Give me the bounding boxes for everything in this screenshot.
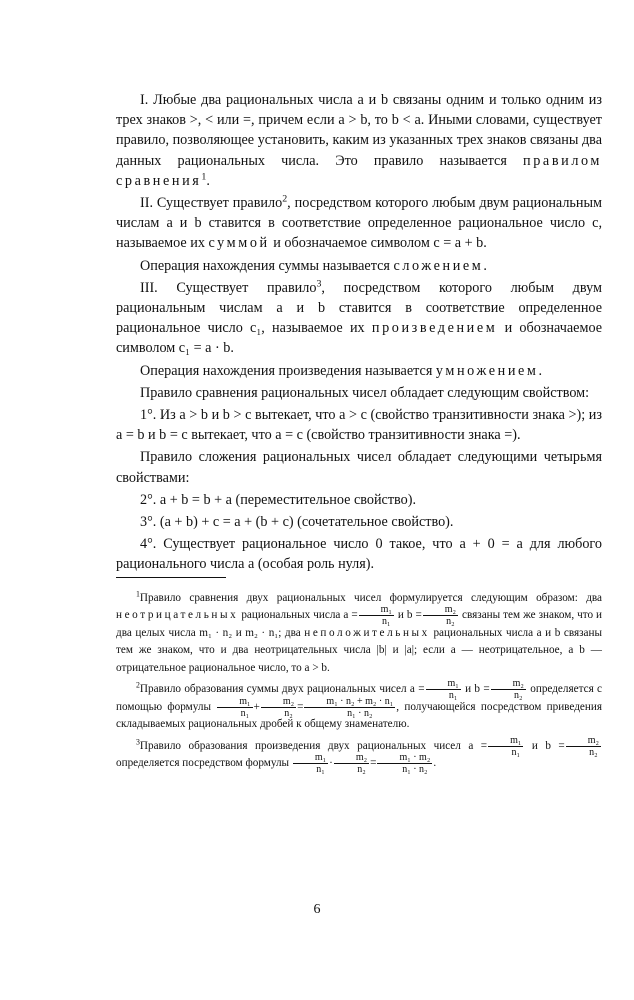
footnote-divider (116, 577, 226, 578)
term-addition: сложением (393, 257, 484, 274)
product-formula-fraction: $\frac{\text{m₁ · m₂}}{\text{n₁ · n₂}}$ (377, 752, 432, 775)
paragraph-1: I. Любые два рациональных числа a и b связаны одним и только одним из трех знаков >, < или =, причем если a > b, то b < a. Иными словами, существует правило, позволяющее установить, каким из указанных трех знаков связаны два данных рациональных числа. Это правило называется правилом сравнения$^1$. (116, 92, 603, 189)
property-4: 4°. Существует рациональное число 0 такое, что a + 0 = a для любого рационального числа a (особая роль нуля). (116, 536, 602, 573)
property-3: 3°. (a + b) + c = a + (b + c) (сочетательное свойство). (140, 514, 454, 531)
property-1: 1°. Из a > b и b > c вытекает, что a > c (свойство транзитивности знака >); из a = b и b = c вытекает, что a = c (свойство транзитивности знака =). (116, 407, 602, 444)
footnotes (116, 588, 603, 776)
paragraph-6: Правило сравнения рациональных чисел обладает следующим свойством: (140, 384, 590, 401)
property-2: 2°. a + b = b + a (переместительное свойство). (140, 491, 416, 508)
term-sum: суммой (208, 235, 270, 252)
page-number: 6 (313, 902, 321, 917)
sum-formula-fraction: $\frac{\text{m₁ · n₂ + m₂ · n₁}}{\text{n₁ · n₂}}$ (304, 696, 395, 719)
term-multiplication: умножением (435, 362, 539, 379)
term-product: произведением (371, 320, 498, 337)
footnote-ref-1: 1 (201, 171, 207, 183)
fraction-m1-n1: $\frac{\text{m₁}}{\text{n₁}}$ (359, 604, 394, 627)
fraction-m2-n2: $\frac{\text{m₂}}{\text{n₂}}$ (423, 604, 458, 627)
paragraph-2: II. Существует правило$^2$, посредством которого любым двум рациональным числам a и b ставится в соответствие определенное рациональное число c, называемое их суммой и обозначаемое символом c = a + b. (116, 193, 603, 252)
footnote-ref-3: 3 (316, 278, 322, 290)
paragraph-8: Правило сложения рациональных чисел обладает следующими четырьмя свойствами: (116, 449, 602, 486)
footnote-2: $^2$Правило образования суммы двух рациональных чисел a = $\frac{\text{m₁}}{\text{n₁}}$ и b = $\frac{\text{m₂}}{\text{n₂}}$ определяется с помощью формулы $\frac{\text{m₁}}{\text{n₁}}$ + $\frac{\text{m₂}}{\text{n₂}}$ = $\frac{\text{m₁ · n₂ + m₂ · n₁}}{\text{n₁ · n₂}}$ , получающейся посредством приведения складываемых рациональных дробей к общему знаменателю. (116, 678, 603, 731)
paragraph-3: Операция нахождения суммы называется сложением. (140, 257, 487, 274)
footnote-ref-2: 2 (282, 193, 288, 205)
paragraph-5: Операция нахождения произведения называется умножением. (140, 362, 543, 379)
footnote-1: $^1$Правило сравнения двух рациональных чисел формулируется следующим образом: два неотрицательных рациональных числа a = $\frac{\text{m₁}}{\text{n₁}}$ и b = $\frac{\text{m₂}}{\text{n₂}}$ связаны тем же знаком, что и два целых числа m₁ · n₂ и m₂ · n₁; два неположительных рациональных числа a и b связаны тем же знаком, что и два неотрицательных числа |b| и |a|; если a — неотрицательное, а b — отрицательное рациональное число, то a > b. (116, 588, 603, 674)
paragraph-4: III. Существует правило$^3$, посредством которого любым двум рациональным числам a и b ставится в соответствие определенное рациональное число c₁, называемое их произведением и обозначаемое символом c₁ = a · b. (116, 278, 603, 357)
term-comparison-rule: правилом сравнения (116, 152, 603, 189)
footnote-3: $^3$Правило образования произведения двух рациональных чисел a = $\frac{\text{m₁}}{\text{n₁}}$ и b = $\frac{\text{m₂}}{\text{n₂}}$ определяется посредством формулы $\frac{\text{m₁}}{\text{n₁}}$ · $\frac{\text{m₂}}{\text{n₂}}$ = $\frac{\text{m₁ · m₂}}{\text{n₁ · n₂}}$ . (116, 734, 600, 776)
main-text (116, 90, 602, 777)
